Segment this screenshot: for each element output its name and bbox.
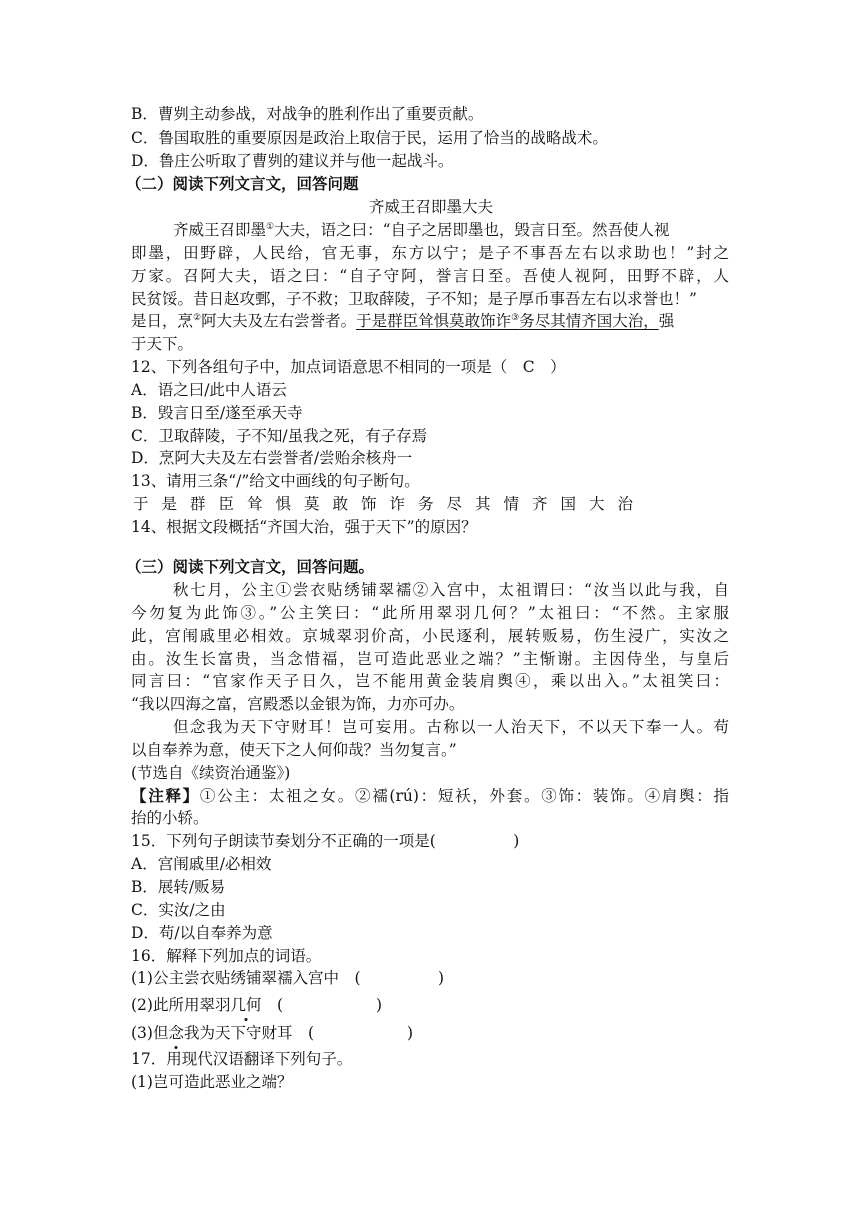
q12-option-b: B．毁言日至/遂至承天寺 [131,404,303,422]
passage3-line3: 此，宫闱戚里必相效。京城翠羽价高，小民逐利，展转贩易，伤生浸广，实汝之 [131,627,729,645]
notes-line1: 【注释】①公主：太祖之女。②襦(rú)：短袄，外套。③饰：装饰。④肩舆：指 [131,787,729,805]
section3-heading: （三）阅读下列文言文，回答问题。 [126,558,375,576]
q17-item-1: (1)岂可造此恶业之端？ [131,1073,293,1091]
q12-option-a: A．语之曰/此中人语云 [131,381,287,399]
q12-option-d: D．烹阿大夫及左右尝誉者/尝贻余核舟一 [131,449,413,467]
passage3-line2: 今勿复为此饰③。”公主笑曰：“此所用翠羽几何？”太祖曰：“不然。主家服 [131,604,729,622]
passage2-title: 齐威王召即墨大夫 [368,198,493,216]
dotted-word: 念 [168,1024,184,1042]
passage3-line7: 但念我为天下守财耳！岂可妄用。古称以一人治天下，不以天下奉一人。苟 [173,718,729,736]
passage3-source: (节选自《续资治通鉴》) [131,764,291,782]
passage3-line8: 以自奉养为意，使天下之人何仰哉？当勿复言。” [131,741,457,759]
q15-option-d: D．苟/以自奉养为意 [131,924,273,942]
section2-heading: （二）阅读下列文言文，回答问题 [126,175,359,193]
dotted-word: 几何 [230,996,262,1014]
option-c: C．鲁国取胜的重要原因是政治上取信于民，运用了恰当的战略战术。 [131,129,608,147]
question-16: 16．解释下列加点的词语。 [131,947,322,965]
q16-item-1: (1)公主尝衣贴绣铺翠襦入宫中 ( ) [131,969,445,987]
q15-option-a: A．宫闱戚里/必相效 [131,855,272,873]
option-d: D．鲁庄公听取了曹刿的建议并与他一起战斗。 [131,152,454,170]
underlined-sentence: 于是群臣耸惧莫敢饰诈③务尽其情齐国大治， [356,312,659,330]
question-12: 12、下列各组句子中，加点词语意思不相同的一项是（ C ） [131,358,566,376]
passage2-line3: 万家。召阿大夫，语之曰：“自子守阿，誉言日至。吾使人视阿，田野不辟，人 [131,267,729,285]
passage3-line1: 秋七月，公主①尝衣贴绣铺翠襦②入宫中，太祖谓曰：“汝当以此与我，自 [173,581,729,599]
question-14: 14、根据文段概括“齐国大治，强于天下”的原因？ [131,518,477,536]
question-13: 13、请用三条“/”给文中画线的句子断句。 [131,472,420,490]
passage3-line4: 由。汝生长富贵，当念惜福，岂可造此恶业之端？”主惭谢。主因侍坐，与皇后 [131,650,729,668]
question-15: 15．下列句子朗读节奏划分不正确的一项是( ) [131,832,520,850]
q13-sentence: 于是群臣耸惧莫敢饰诈务尽其情齐国大治 [133,495,647,513]
notes-line2: 抬的小轿。 [131,809,209,827]
passage2-line5: 是日，烹②阿大夫及左右尝誉者。于是群臣耸惧莫敢饰诈③务尽其情齐国大治，强 [131,312,675,330]
passage3-line6: “我以四海之富，宫殿悉以金银为饰，力亦可办。 [131,695,465,713]
q16-item-3: (3)但念我为天下守财耳 ( ) [131,1024,414,1042]
passage2-line4: 民贫馁。昔日赵攻鄄，子不救；卫取薛陵，子不知；是子厚币事吾左右以求誉也！” [131,290,697,308]
q15-option-c: C．实汝/之由 [131,901,226,919]
option-b: B．曹刿主动参战，对战争的胜利作出了重要贡献。 [131,105,484,123]
q15-option-b: B．展转/贩易 [131,878,226,896]
passage2-line1: 齐威王召即墨①大夫，语之曰：“自子之居即墨也，毁言日至。然吾使人视 [173,221,670,239]
passage2-line2: 即墨，田野辟，人民给，官无事，东方以宁；是子不事吾左右以求助也！”封之 [131,244,729,262]
passage2-line6: 于天下。 [131,335,194,353]
q12-option-c: C．卫取薛陵，子不知/虽我之死，有子存焉 [131,427,428,445]
passage3-line5: 同言曰：“官家作天子日久，岂不能用黄金装肩舆④，乘以出入。”太祖笑曰： [131,672,729,690]
question-17: 17．用现代汉语翻译下列句子。 [131,1050,353,1068]
q16-item-2: (2)此所用翠羽几何 ( ) [131,996,383,1014]
